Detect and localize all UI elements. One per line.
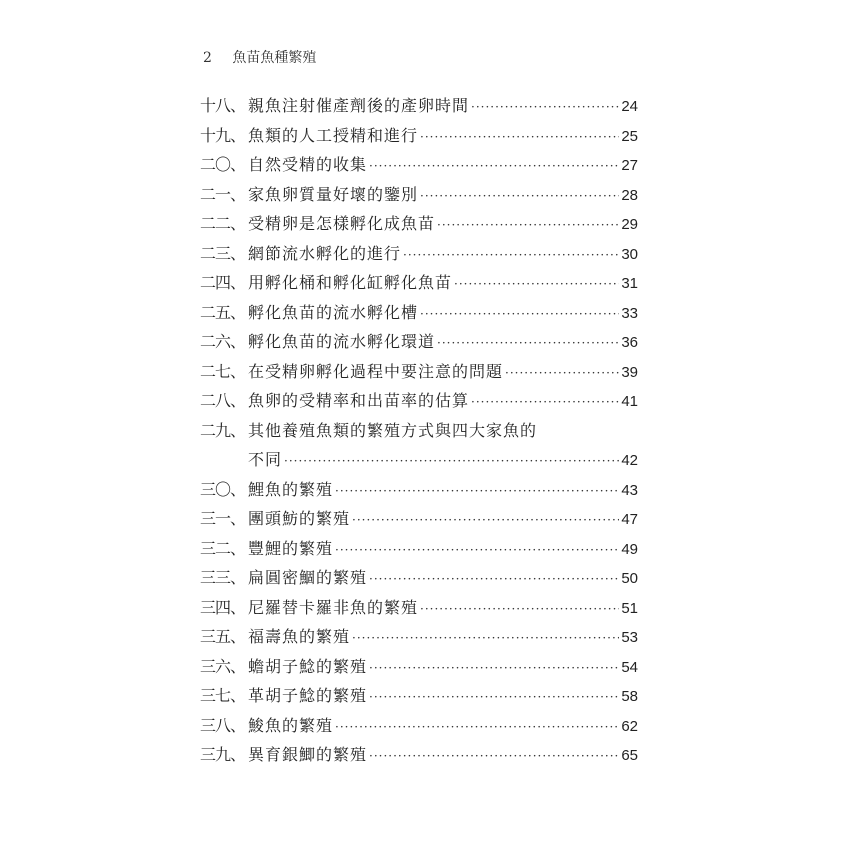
entry-page: 30 <box>621 245 638 263</box>
entry-number: 二〇、 <box>200 155 246 174</box>
entry-title: 網節流水孵化的進行 <box>248 243 402 263</box>
entry-title: 蟾胡子鯰的繁殖 <box>248 656 368 676</box>
entry-title: 革胡子鯰的繁殖 <box>248 686 368 705</box>
leader-dots <box>335 477 619 507</box>
toc-entry[interactable] <box>200 534 638 564</box>
entry-title: 親魚注射催產劑後的產卵時間 <box>248 96 470 115</box>
entry-number: 二八、 <box>200 391 246 410</box>
entry-number: 二九、 <box>200 420 246 440</box>
toc-entry[interactable] <box>200 475 638 505</box>
toc-entry[interactable] <box>200 121 638 151</box>
entry-number: 二七、 <box>200 361 246 381</box>
entry-number: 二一、 <box>200 184 246 204</box>
entry-title: 孵化魚苗的流水孵化環道 <box>248 332 436 351</box>
leader-dots <box>420 300 619 330</box>
entry-number: 三六、 <box>200 656 246 676</box>
leader-dots <box>335 536 619 566</box>
entry-number: 二四、 <box>200 273 246 292</box>
toc-entry[interactable] <box>200 681 638 711</box>
leader-dots <box>420 182 619 212</box>
entry-number: 十九、 <box>200 125 246 145</box>
leader-dots <box>437 211 619 241</box>
entry-number: 二二、 <box>200 214 246 233</box>
entry-page: 62 <box>621 717 638 735</box>
toc-entry[interactable] <box>200 268 638 298</box>
entry-page: 51 <box>621 599 638 617</box>
entry-page: 33 <box>621 304 638 322</box>
leader-dots <box>369 565 619 595</box>
entry-page: 25 <box>621 127 638 145</box>
leader-dots <box>471 93 619 123</box>
toc-entry[interactable] <box>200 622 638 652</box>
leader-dots <box>352 506 619 536</box>
entry-page: 29 <box>621 216 638 233</box>
entry-title: 用孵化桶和孵化缸孵化魚苗 <box>248 273 453 292</box>
toc-entry[interactable] <box>200 180 638 210</box>
entry-title: 家魚卵質量好壞的鑒別 <box>248 184 419 204</box>
toc-entry[interactable] <box>200 386 638 416</box>
leader-dots <box>403 241 619 271</box>
entry-number: 二五、 <box>200 302 246 322</box>
leader-dots <box>369 683 619 713</box>
entry-title: 異育銀鯽的繁殖 <box>248 745 368 764</box>
leader-dots <box>284 447 619 477</box>
book-title: 魚苗魚種繁殖 <box>232 50 317 66</box>
toc-entry[interactable] <box>200 357 638 387</box>
entry-page: 28 <box>621 186 638 204</box>
leader-dots <box>505 359 619 389</box>
leader-dots <box>335 713 619 743</box>
toc-entry[interactable] <box>200 652 638 682</box>
entry-page: 42 <box>621 452 638 469</box>
entry-number: 三九、 <box>200 745 246 764</box>
leader-dots <box>369 742 619 772</box>
entry-number: 三〇、 <box>200 479 246 499</box>
entry-title-continuation: 不同 <box>248 450 283 469</box>
entry-title: 孵化魚苗的流水孵化槽 <box>248 302 419 322</box>
entry-page: 36 <box>621 334 638 351</box>
entry-title: 豐鯉的繁殖 <box>248 538 334 558</box>
entry-page: 47 <box>621 511 638 528</box>
entry-title: 受精卵是怎樣孵化成魚苗 <box>248 214 436 233</box>
toc-entry[interactable] <box>200 740 638 770</box>
toc-entry[interactable] <box>200 91 638 121</box>
leader-dots <box>454 270 619 300</box>
toc-entry[interactable] <box>200 593 638 623</box>
entry-number: 二六、 <box>200 332 246 351</box>
running-header <box>203 47 316 67</box>
toc-entry[interactable] <box>200 239 638 269</box>
entry-page: 54 <box>621 658 638 676</box>
entry-number: 三五、 <box>200 627 246 646</box>
entry-title: 鯉魚的繁殖 <box>248 479 334 499</box>
entry-title: 尼羅替卡羅非魚的繁殖 <box>248 597 419 617</box>
entry-title: 自然受精的收集 <box>248 155 368 174</box>
toc-entry[interactable] <box>200 416 638 446</box>
entry-number: 三七、 <box>200 686 246 705</box>
entry-number: 三八、 <box>200 715 246 735</box>
entry-page: 49 <box>621 540 638 558</box>
toc-entry[interactable] <box>200 209 638 239</box>
entry-title: 魚卵的受精率和出苗率的估算 <box>248 391 470 410</box>
entry-page: 50 <box>621 570 638 587</box>
leader-dots <box>471 388 619 418</box>
toc-entry[interactable] <box>200 327 638 357</box>
entry-title: 團頭魴的繁殖 <box>248 509 351 528</box>
entry-page: 39 <box>621 363 638 381</box>
entry-title: 在受精卵孵化過程中要注意的問題 <box>248 361 504 381</box>
leader-dots <box>437 329 619 359</box>
entry-page: 31 <box>621 275 638 292</box>
entry-number: 十八、 <box>200 96 246 115</box>
entry-number: 三四、 <box>200 597 246 617</box>
entry-page: 24 <box>621 98 638 115</box>
table-of-contents <box>200 91 638 770</box>
toc-entry[interactable] <box>200 711 638 741</box>
leader-dots <box>420 595 619 625</box>
entry-page: 58 <box>621 688 638 705</box>
toc-entry-continuation[interactable] <box>200 445 638 475</box>
entry-page: 41 <box>621 393 638 410</box>
toc-entry[interactable] <box>200 298 638 328</box>
entry-title: 鮻魚的繁殖 <box>248 715 334 735</box>
entry-page: 65 <box>621 747 638 764</box>
toc-entry[interactable] <box>200 150 638 180</box>
entry-title: 福壽魚的繁殖 <box>248 627 351 646</box>
leader-dots <box>420 123 619 153</box>
entry-title: 其他養殖魚類的繁殖方式與四大家魚的 <box>248 420 538 440</box>
entry-page: 43 <box>621 481 638 499</box>
entry-number: 三三、 <box>200 568 246 587</box>
entry-title: 魚類的人工授精和進行 <box>248 125 419 145</box>
entry-page: 27 <box>621 157 638 174</box>
leader-dots <box>352 624 619 654</box>
entry-page: 53 <box>621 629 638 646</box>
toc-entry[interactable] <box>200 504 638 534</box>
toc-entry[interactable] <box>200 563 638 593</box>
entry-number: 二三、 <box>200 243 246 263</box>
leader-dots <box>369 654 619 684</box>
entry-number: 三一、 <box>200 509 246 528</box>
entry-title: 扁圓密鯝的繁殖 <box>248 568 368 587</box>
page-number: 2 <box>203 50 212 66</box>
entry-number: 三二、 <box>200 538 246 558</box>
leader-dots <box>369 152 619 182</box>
